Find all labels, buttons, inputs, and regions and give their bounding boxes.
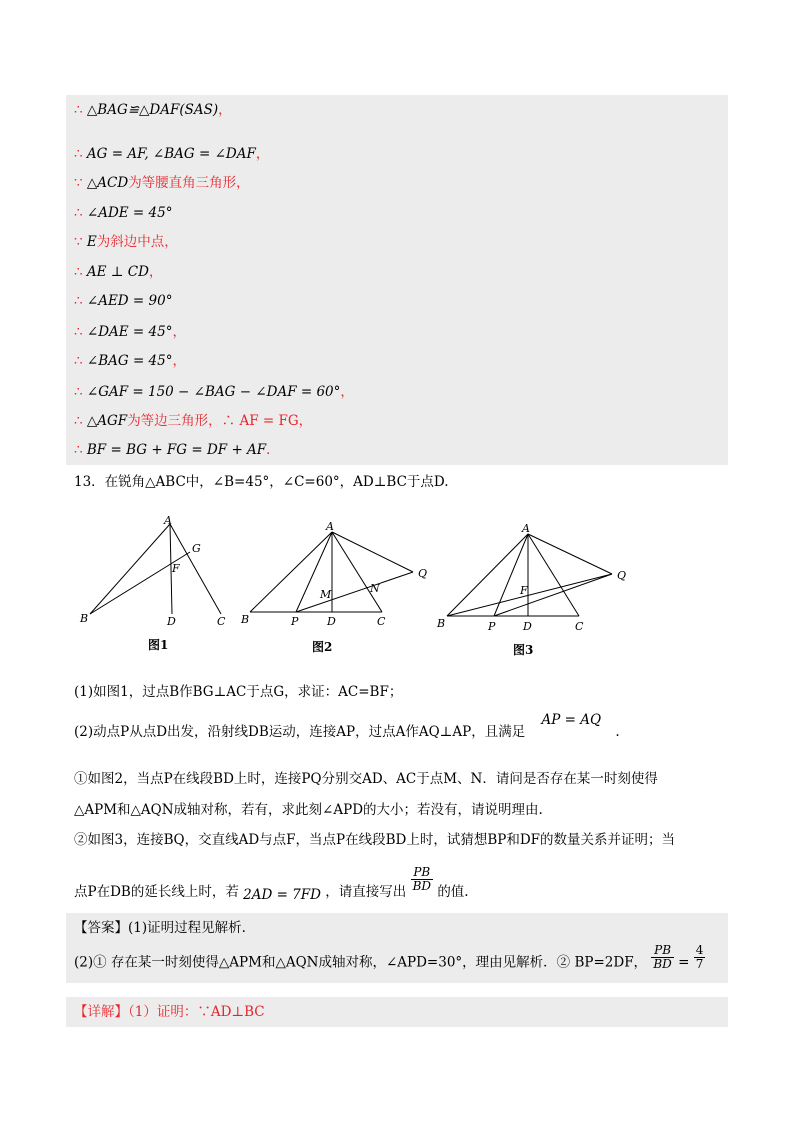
answer-tag: 【答案】: [74, 920, 128, 936]
logic-symbol: ∴: [74, 205, 87, 221]
math-expression: BF = BG + FG = DF + AF: [86, 442, 267, 458]
solution-line: [74, 266, 162, 280]
sub2-frac-den: BD: [412, 878, 432, 893]
fig3-label-F: F: [520, 584, 528, 597]
line-tail: ，: [148, 264, 163, 280]
solution-line: [74, 444, 280, 458]
problem-stem: 13．在锐角△ABC中，∠B=45°，∠C=60°，AD⊥BC于点D.: [74, 474, 449, 490]
solution-line: [74, 177, 250, 191]
part2-end: .: [615, 724, 620, 740]
logic-symbol: ∴: [74, 413, 87, 429]
answer-eq: =: [678, 954, 690, 971]
line-tail: 为等腰直角三角形，: [128, 175, 250, 191]
figure-3: [447, 534, 612, 616]
solution-line: [74, 148, 269, 162]
line-tail: ，: [218, 102, 232, 118]
fig3-caption: 图3: [513, 643, 534, 657]
sub2-text-c: ，请直接写出: [325, 883, 407, 900]
answer-text-2: (2)① 存在某一时刻使得△APM和△AQN成轴对称，∠APD=30°，理由见解析．② BP=2DF，: [74, 954, 648, 971]
fig3-label-B: B: [437, 617, 446, 630]
fig2-label-M: M: [320, 588, 332, 601]
fig1-label-C: C: [217, 615, 226, 628]
fig2-label-P: P: [291, 615, 299, 628]
fig2-label-D: D: [327, 615, 336, 628]
fig1-caption: 图1: [148, 638, 169, 652]
math-expression: ∠GAF = 150 − ∠BAG − ∠DAF = 60°: [86, 384, 341, 400]
math-expression: ∠ADE = 45°: [86, 205, 173, 221]
logic-symbol: ∴: [74, 324, 87, 340]
sub2-line-b: [74, 865, 469, 903]
logic-symbol: ∵: [74, 234, 87, 250]
answer-val-den: 7: [695, 956, 704, 971]
logic-symbol: ∴: [74, 442, 87, 458]
fig2-caption: 图2: [312, 640, 333, 654]
solution-line: [74, 326, 186, 340]
logic-symbol: ∴: [74, 102, 87, 118]
answer-frac-den: BD: [653, 956, 672, 971]
answer-line-2: [74, 943, 705, 971]
fig2-label-C: C: [377, 615, 386, 628]
sub2-frac-num: PB: [411, 866, 433, 880]
sub2-math: 2AD = 7FD: [243, 886, 321, 903]
logic-symbol: ∴: [74, 293, 87, 309]
logic-symbol: ∵: [74, 175, 87, 191]
answer-line-1: [74, 922, 246, 936]
fig1-label-F: F: [172, 562, 180, 575]
solution-line: [74, 355, 186, 369]
figure-1: [90, 524, 221, 614]
solution-line: [74, 207, 172, 221]
math-expression: △ACD: [86, 175, 129, 191]
sub2-fraction: [411, 866, 433, 892]
line-tail: ，: [255, 146, 270, 162]
part1: (1)如图1，过点B作BG⊥AC于点G，求证：AC=BF；: [74, 684, 403, 700]
math-expression: △AGF: [86, 413, 128, 429]
fig1-label-D: D: [167, 615, 176, 628]
math-expression: ∠AED = 90°: [86, 293, 173, 309]
line-tail: ，: [172, 353, 186, 369]
logic-symbol: ∴: [74, 264, 87, 280]
sub1-line-b: △APM和△AQN成轴对称，若有，求此刻∠APD的大小；若没有，请说明理由.: [74, 802, 543, 818]
logic-symbol: ∴: [74, 353, 87, 369]
math-expression: △BAG≌△DAF(SAS): [86, 102, 219, 118]
answer-frac: [651, 944, 673, 970]
sub2-text-d: 的值.: [437, 883, 469, 900]
solution-line: [74, 104, 232, 118]
part2-text: (2)动点P从点D出发，沿射线DB运动，连接AP，过点A作AQ⊥AP，且满足: [74, 724, 526, 740]
figure-2: [250, 532, 413, 612]
math-expression: E: [86, 234, 97, 250]
fig3-label-D: D: [523, 620, 532, 633]
fig2-label-Q: Q: [418, 567, 428, 580]
detail-tag: 【详解】: [74, 1004, 128, 1020]
part2: [74, 712, 620, 740]
answer-text-1: (1)证明过程见解析.: [128, 920, 246, 936]
fig2-label-A: A: [326, 520, 334, 533]
detail-text: （1）证明：∵AD⊥BC: [128, 1004, 265, 1020]
line-tail: 为等边三角形，∴ AF = FG，: [127, 413, 313, 429]
line-tail: 为斜边中点，: [96, 234, 178, 250]
math-expression: AG = AF, ∠BAG = ∠DAF: [86, 146, 256, 162]
sub1-line-a: ①如图2，当点P在线段BD上时，连接PQ分别交AD、AC于点M、N．请问是否存在某一时刻使得: [74, 771, 658, 787]
math-expression: ∠BAG = 45°: [86, 353, 173, 369]
math-expression: AE ⊥ CD: [86, 264, 149, 280]
sub2-line-a: ②如图3，连接BQ，交直线AD与点F，当点P在线段BD上时，试猜想BP和DF的数量关系并证明；当: [74, 832, 676, 848]
detail-line: [74, 1006, 265, 1020]
fig3-label-Q: Q: [617, 569, 627, 582]
fig1-label-A: A: [164, 514, 172, 527]
answer-val-num: 4: [695, 943, 704, 957]
solution-line: [74, 415, 312, 429]
solution-line: [74, 236, 178, 250]
answer-value-frac: [694, 944, 706, 970]
line-tail: ，: [172, 324, 186, 340]
fig3-label-A: A: [522, 522, 530, 535]
answer-frac-num: PB: [651, 944, 673, 958]
logic-symbol: ∴: [74, 384, 87, 400]
part2-math: AP = AQ: [541, 712, 602, 728]
fig3-label-P: P: [488, 620, 496, 633]
fig1-label-G: G: [192, 542, 201, 555]
solution-line: [74, 295, 172, 309]
line-tail: ．: [266, 442, 280, 458]
fig3-label-C: C: [575, 620, 584, 633]
figure-area: [0, 512, 800, 682]
sub2-text-b: 点P在DB的延长线上时，若: [74, 883, 239, 900]
solution-line: [74, 386, 354, 400]
fig2-label-N: N: [370, 582, 380, 595]
fig2-label-B: B: [241, 613, 250, 626]
math-expression: ∠DAE = 45°: [86, 324, 173, 340]
logic-symbol: ∴: [74, 146, 87, 162]
fig1-label-B: B: [80, 612, 89, 625]
line-tail: ，: [340, 384, 354, 400]
